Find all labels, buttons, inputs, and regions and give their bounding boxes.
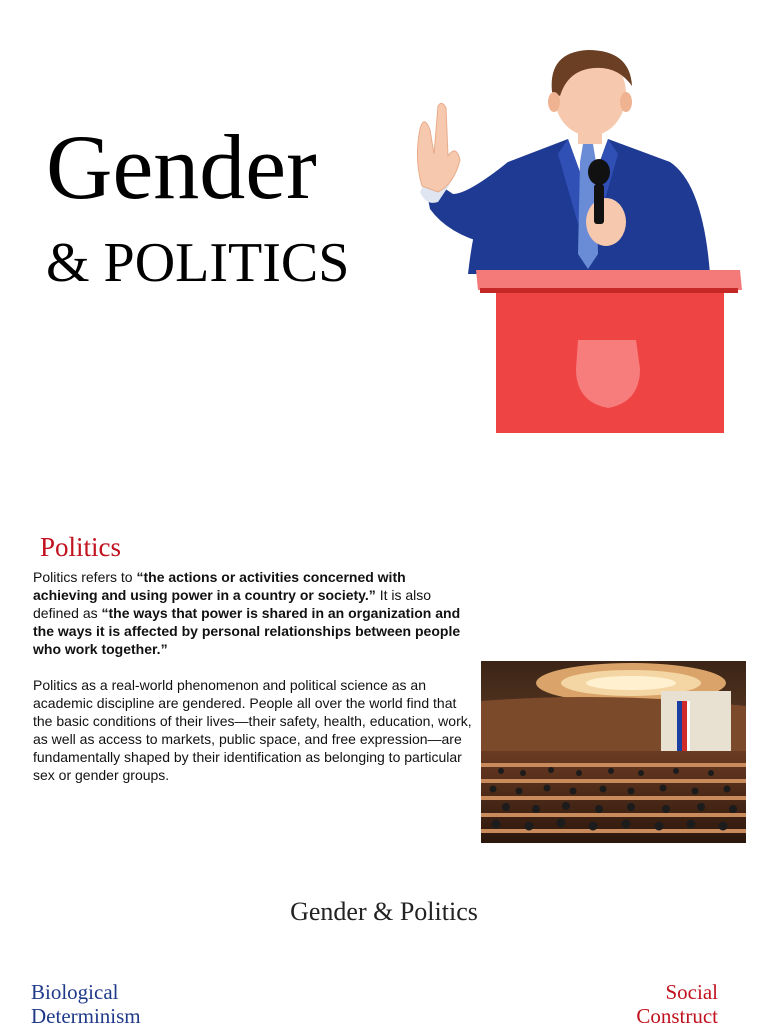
speaker-at-podium-icon xyxy=(408,44,748,438)
page-title: Gender xyxy=(46,116,317,218)
biological-determinism-line-2: Determinism xyxy=(31,1004,141,1028)
biological-determinism-label xyxy=(31,980,231,1028)
social-construct-label xyxy=(518,980,718,1028)
definition-quote-1: “the actions or activities concerned with achieving and using power in a country or society.” xyxy=(33,569,406,603)
politics-definition-paragraph xyxy=(33,568,473,658)
social-construct-line-2: Construct xyxy=(636,1004,718,1028)
definition-text-1: Politics refers to xyxy=(33,569,137,585)
legislative-hall-photo xyxy=(481,661,746,843)
social-construct-line-1: Social xyxy=(665,980,718,1004)
section-heading-politics: Politics xyxy=(40,532,122,562)
page-subtitle: & POLITICS xyxy=(46,232,350,294)
politics-discipline-paragraph: Politics as a real-world phenomenon and political science as an academic discipline are gendered. People all over the world find that the basic conditions of their lives—their safety, health, education, work, as well as access to markets, public space, and free expression—are fundamentally shaped by their identification as belonging to particular sex or gender groups. xyxy=(33,677,472,783)
definition-quote-2: “the ways that power is shared in an organization and the ways it is affected by personal relationships between people who work together.” xyxy=(33,605,461,657)
definition-text-2: It is also defined as xyxy=(33,587,432,621)
biological-determinism-line-1: Biological xyxy=(31,980,119,1004)
subsection-title: Gender & Politics xyxy=(290,897,478,926)
